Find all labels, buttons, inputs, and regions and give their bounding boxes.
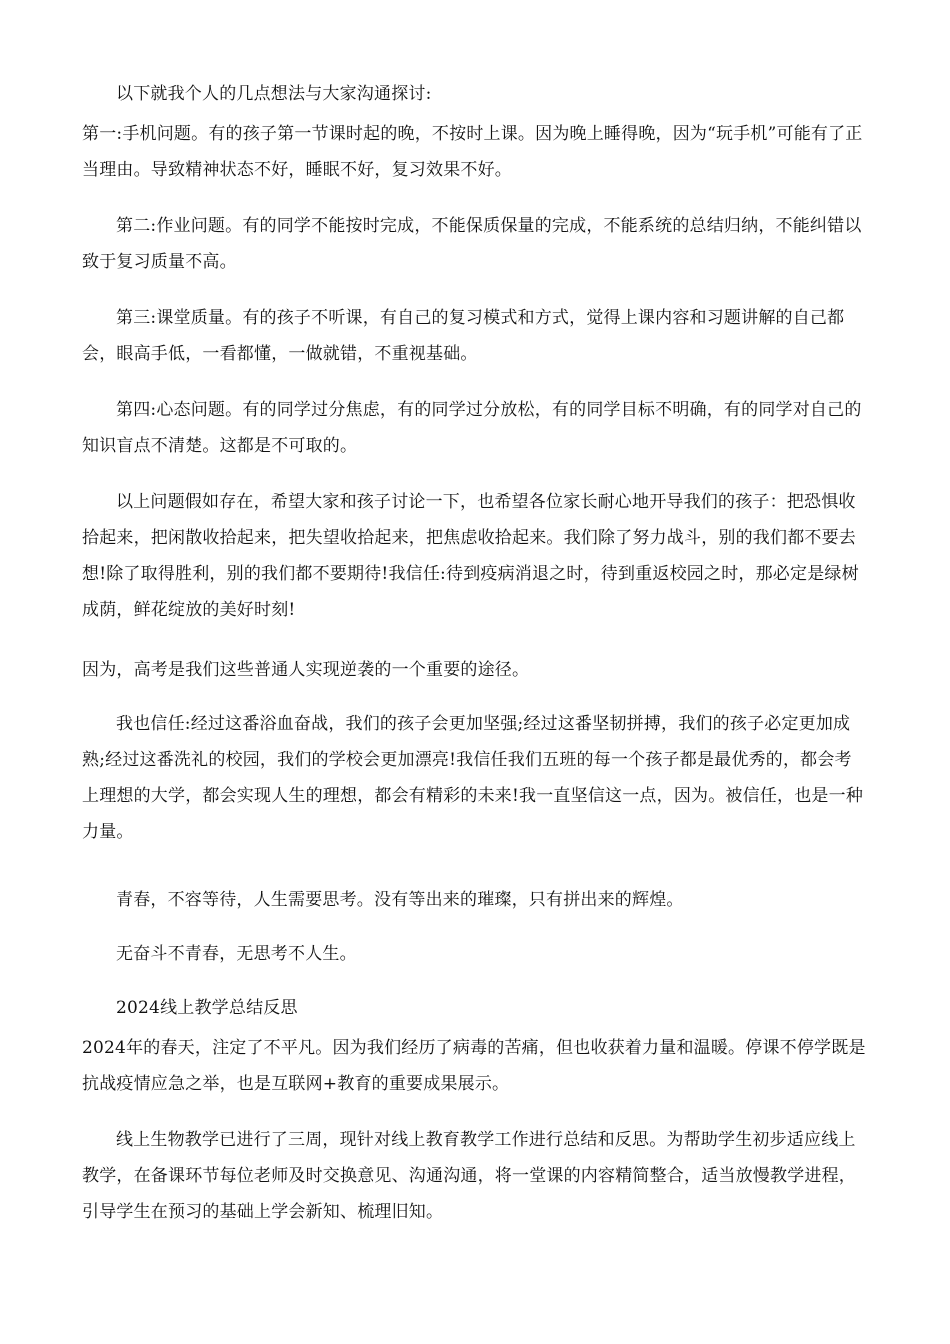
paragraph-point-one: 第一:手机问题。有的孩子第一节课时起的晚，不按时上课。因为晚上睡得晚，因为“玩手机”可能有了正当理由。导致精神状态不好，睡眠不好，复习效果不好。 (82, 124, 863, 180)
paragraph-online-biology: 线上生物教学已进行了三周，现针对线上教育教学工作进行总结和反思。为帮助学生初步适应线上教学，在备课环节每位老师及时交换意见、沟通沟通，将一堂课的内容精简整合，适当放慢教学进程，引导学生在预习的基础上学会新知、梳理旧知。 (82, 1130, 856, 1222)
paragraph-hope: 以上问题假如存在，希望大家和孩子讨论一下，也希望各位家长耐心地开导我们的孩子：把恐惧收拾起来，把闲散收拾起来，把失望收拾起来，把焦虑收拾起来。我们除了努力战斗，别的我们都不要去想!除了取得胜利，别的我们都不要期待!我信任:待到疫病消退之时，待到重返校园之时，那必定是绿树成荫，鲜花绽放的美好时刻! (82, 492, 859, 620)
paragraph-point-two: 第二:作业问题。有的同学不能按时完成，不能保质保量的完成，不能系统的总结归纳，不能纠错以致于复习质量不高。 (82, 216, 862, 272)
paragraph-point-four: 第四:心态问题。有的同学过分焦虑，有的同学过分放松，有的同学目标不明确，有的同学对自己的知识盲点不清楚。这都是不可取的。 (82, 400, 862, 456)
paragraph-belief: 我也信任:经过这番浴血奋战，我们的孩子会更加坚强;经过这番坚韧拼搏，我们的孩子必定更加成熟;经过这番洗礼的校园，我们的学校会更加漂亮!我信任我们五班的每一个孩子都是最优秀的，都会考上理想的大学，都会实现人生的理想，都会有精彩的未来!我一直坚信这一点，因为。被信任，也是一种力量。 (82, 714, 864, 842)
paragraph-intro: 以下就我个人的几点想法与大家沟通探讨: (116, 84, 432, 104)
paragraph-point-three: 第三:课堂质量。有的孩子不听课，有自己的复习模式和方式，觉得上课内容和习题讲解的自己都会，眼高手低，一看都懂，一做就错，不重视基础。 (82, 308, 845, 364)
paragraph-spring-2024: 2024年的春天，注定了不平凡。因为我们经历了病毒的苦痛，但也收获着力量和温暖。停课不停学既是抗战疫情应急之举，也是互联网+教育的重要成果展示。 (82, 1038, 866, 1094)
section-title: 2024线上教学总结反思 (116, 998, 298, 1018)
paragraph-gaokao: 因为，高考是我们这些普通人实现逆袭的一个重要的途径。 (82, 660, 530, 680)
paragraph-motto: 无奋斗不青春，无思考不人生。 (116, 944, 357, 964)
paragraph-youth: 青春，不容等待，人生需要思考。没有等出来的璀璨，只有拼出来的辉煌。 (116, 890, 684, 910)
